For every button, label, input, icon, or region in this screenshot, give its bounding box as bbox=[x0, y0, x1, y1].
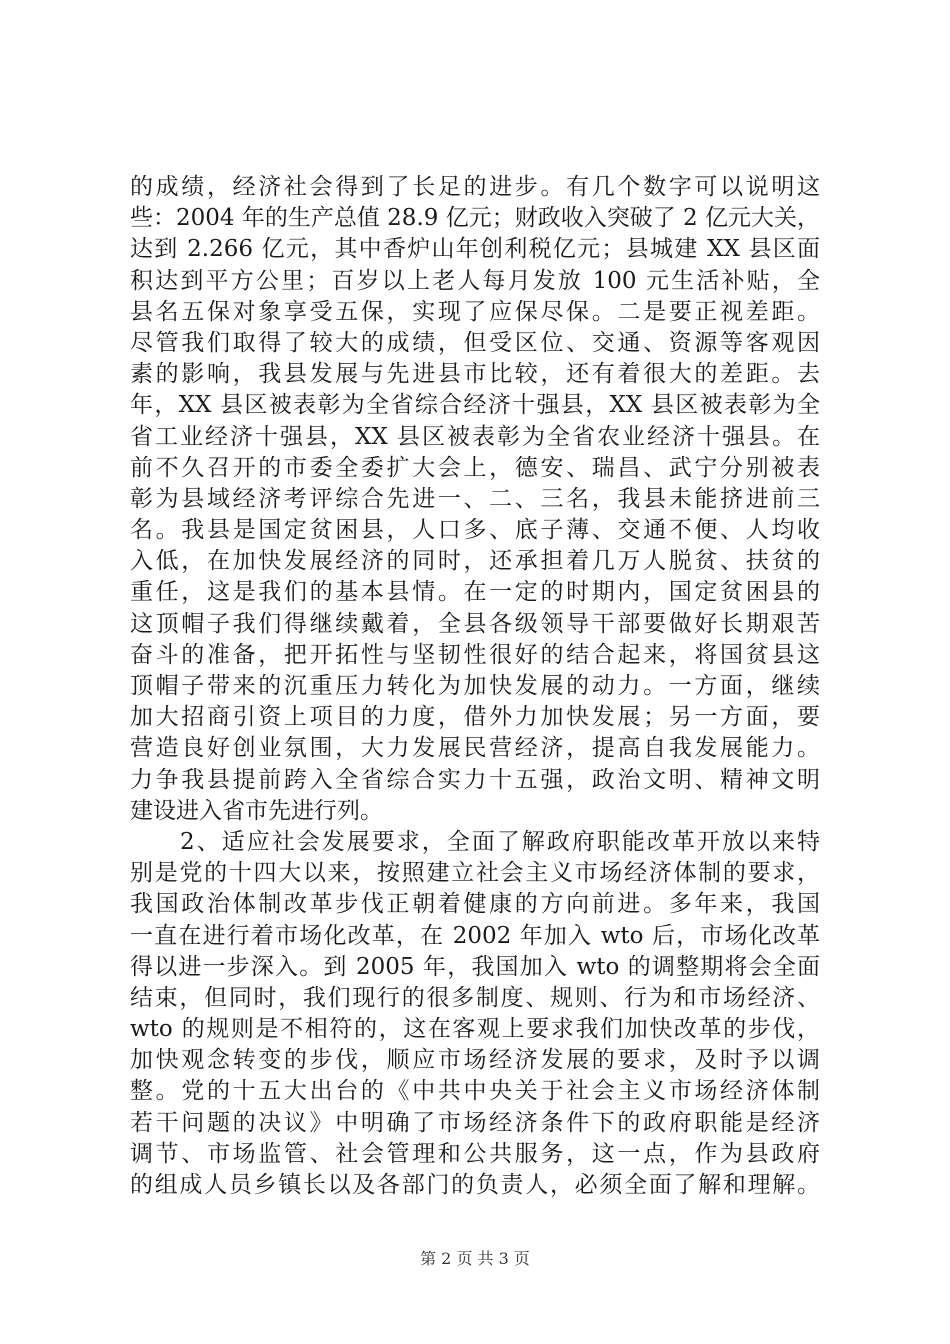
text-line: wto 的规则是不相符的，这在客观上要求我们加快改革的步伐， bbox=[130, 1016, 820, 1043]
text-line: 年，XX 县区被表彰为全省综合经济十强县，XX 县区被表彰为全 bbox=[130, 392, 820, 419]
text-line: 整。党的十五大出台的《中共中央关于社会主义市场经济体制 bbox=[130, 1078, 820, 1105]
paragraph-first-line: 2、适应社会发展要求，全面了解政府职能改革开放以来特 bbox=[130, 828, 820, 855]
text-line: 顶帽子带来的沉重压力转化为加快发展的动力。一方面，继续 bbox=[130, 673, 820, 699]
text-line: 入低，在加快发展经济的同时，还承担着几万人脱贫、扶贫的 bbox=[130, 548, 820, 575]
text-line: 力争我县提前跨入全省综合实力十五强，政治文明、精神文明 bbox=[130, 766, 820, 793]
body-text bbox=[130, 172, 820, 1201]
text-line: 的成绩，经济社会得到了长足的进步。有几个数字可以说明这 bbox=[130, 174, 820, 200]
text-line: 重任，这是我们的基本县情。在一定的时期内，国定贫困县的 bbox=[130, 579, 820, 606]
text-line: 得以进一步深入。到 2005 年，我国加入 wto 的调整期将会全面 bbox=[130, 953, 820, 980]
page-number-footer: 第 2 页 共 3 页 bbox=[420, 1249, 530, 1268]
text-line: 结束，但同时，我们现行的很多制度、规则、行为和市场经济、 bbox=[130, 984, 820, 1011]
text-line: 县名五保对象享受五保，实现了应保尽保。二是要正视差距。 bbox=[130, 298, 820, 325]
text-line: 的组成人员乡镇长以及各部门的负责人，必须全面了解和理解。 bbox=[130, 1172, 820, 1198]
text-line: 这顶帽子我们得继续戴着，全县各级领导干部要做好长期艰苦 bbox=[130, 610, 820, 637]
text-line: 素的影响，我县发展与先进县市比较，还有着很大的差距。去 bbox=[130, 361, 820, 388]
text-line: 若干问题的决议》中明确了市场经济条件下的政府职能是经济 bbox=[130, 1109, 820, 1136]
text-line: 加快观念转变的步伐，顺应市场经济发展的要求，及时予以调 bbox=[130, 1047, 820, 1074]
text-line: 加大招商引资上项目的力度，借外力加快发展；另一方面，要 bbox=[130, 704, 820, 731]
text-line: 彰为县域经济考评综合先进一、二、三名，我县未能挤进前三 bbox=[130, 485, 820, 512]
text-line: 奋斗的准备，把开拓性与坚韧性很好的结合起来，将国贫县这 bbox=[130, 641, 820, 668]
text-line: 达到 2.266 亿元，其中香炉山年创利税亿元；县城建 XX 县区面 bbox=[130, 236, 820, 263]
text-line: 调节、市场监管、社会管理和公共服务，这一点，作为县政府 bbox=[130, 1140, 820, 1167]
text-line: 前不久召开的市委全委扩大会上，德安、瑞昌、武宁分别被表 bbox=[130, 454, 820, 481]
text-line: 些：2004 年的生产总值 28.9 亿元；财政收入突破了 2 亿元大关， bbox=[130, 205, 820, 232]
text-line: 营造良好创业氛围，大力发展民营经济，提高自我发展能力。 bbox=[130, 735, 820, 762]
text-line: 一直在进行着市场化改革，在 2002 年加入 wto 后，市场化改革 bbox=[130, 922, 820, 949]
text-line: 省工业经济十强县，XX 县区被表彰为全省农业经济十强县。在 bbox=[130, 423, 820, 450]
text-line: 别是党的十四大以来，按照建立社会主义市场经济体制的要求， bbox=[130, 860, 820, 887]
text-line: 我国政治体制改革步伐正朝着健康的方向前进。多年来，我国 bbox=[130, 891, 820, 918]
text-line: 名。我县是国定贫困县，人口多、底子薄、交通不便、人均收 bbox=[130, 517, 820, 544]
paragraph-last-line: 建设进入省市先进行列。 bbox=[130, 797, 383, 824]
text-line: 积达到平方公里；百岁以上老人每月发放 100 元生活补贴，全 bbox=[130, 267, 820, 294]
text-line: 尽管我们取得了较大的成绩，但受区位、交通、资源等客观因 bbox=[130, 329, 820, 356]
